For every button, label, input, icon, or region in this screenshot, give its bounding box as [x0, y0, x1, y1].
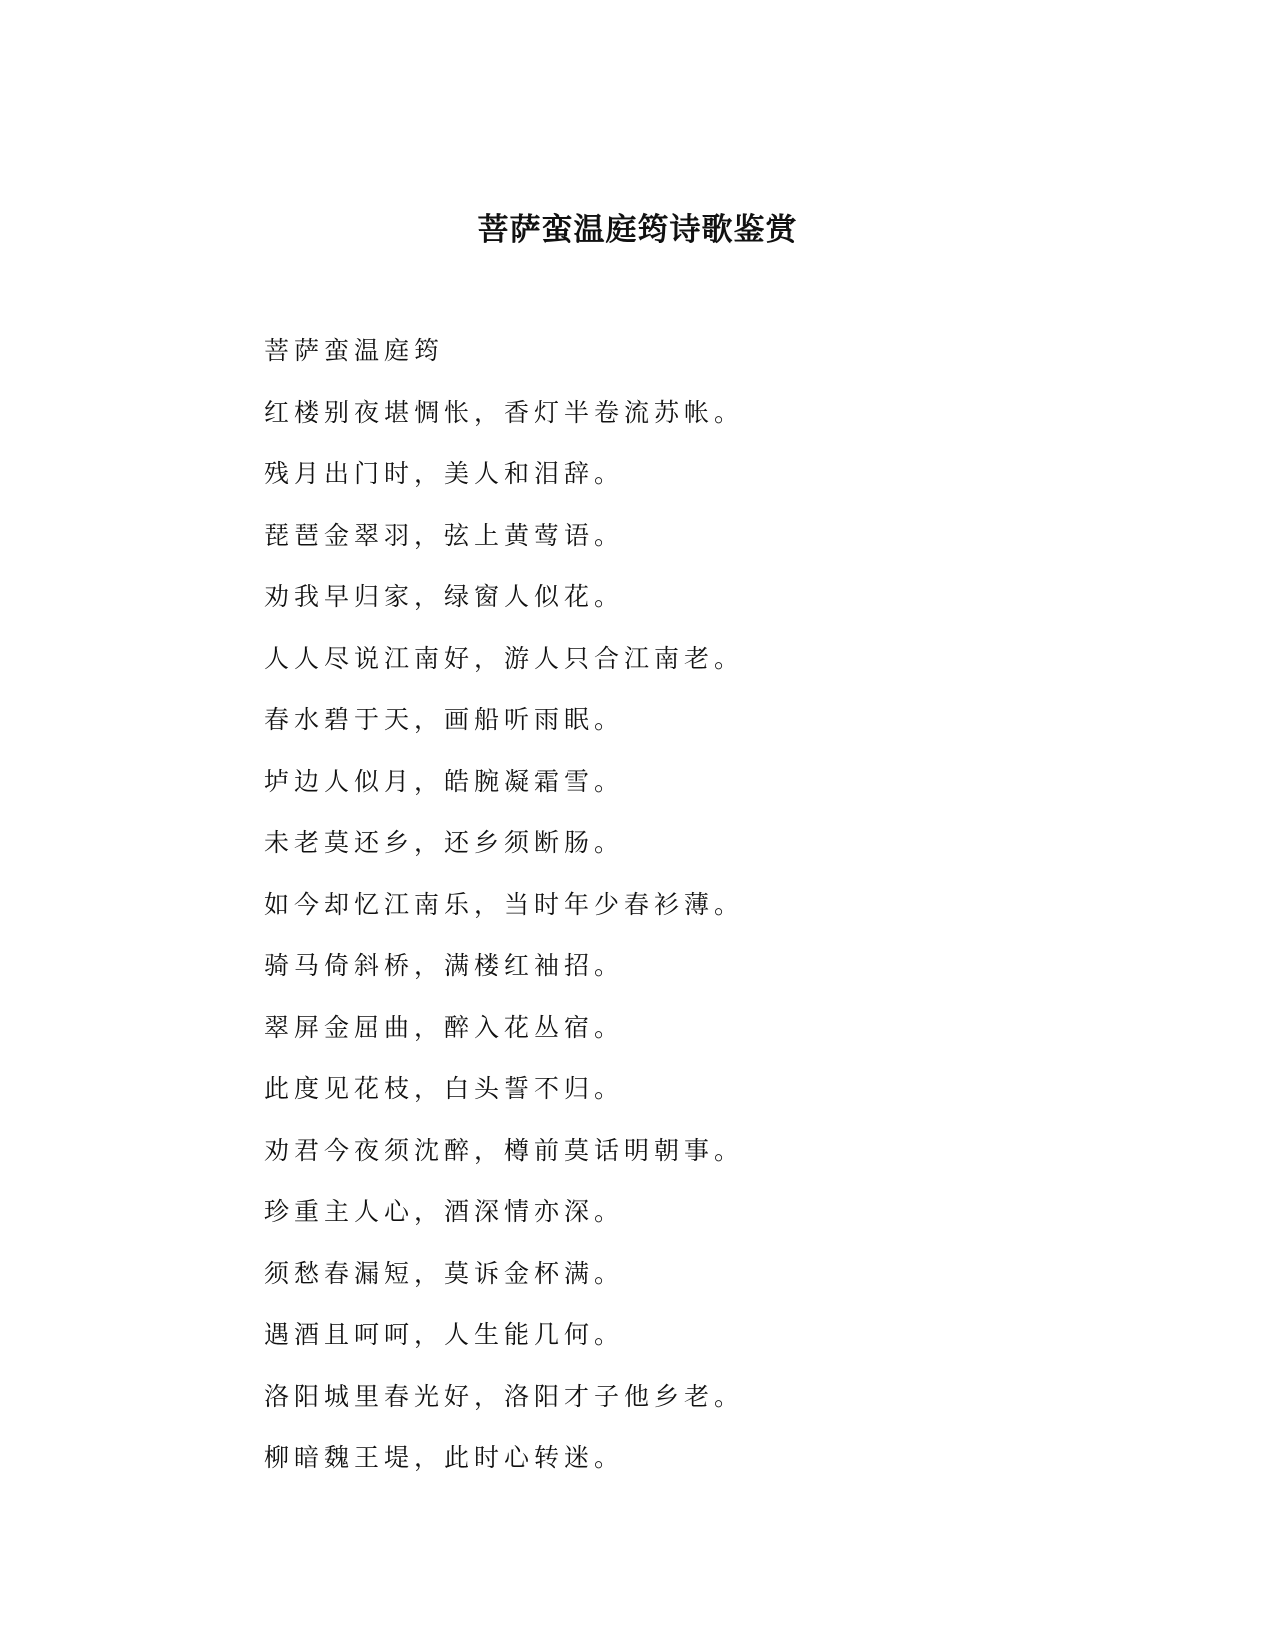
- poem-line: 垆边人似月，皓腕凝霜雪。: [264, 766, 625, 796]
- poem-line: 如今却忆江南乐，当时年少春衫薄。: [264, 889, 745, 919]
- poem-line: 春水碧于天，画船听雨眠。: [264, 705, 625, 734]
- poem-line: 此度见花枝，白头誓不归。: [264, 1074, 625, 1103]
- poem-line: 遇酒且呵呵，人生能几何。: [264, 1320, 625, 1349]
- poem-line: 翠屏金屈曲，醉入花丛宿。: [264, 1012, 625, 1042]
- author-line: 菩萨蛮温庭筠: [264, 336, 445, 365]
- poem-line: 未老莫还乡，还乡须断肠。: [264, 828, 625, 857]
- poem-line: 残月出门时，美人和泪辞。: [264, 459, 625, 488]
- poem-line: 劝君今夜须沈醉，樽前莫话明朝事。: [264, 1135, 745, 1165]
- poem-line: 柳暗魏王堤，此时心转迷。: [264, 1443, 625, 1472]
- poem-line: 洛阳城里春光好，洛阳才子他乡老。: [264, 1381, 745, 1411]
- poem-line: 琵琶金翠羽，弦上黄莺语。: [264, 520, 625, 550]
- poem-line: 劝我早归家，绿窗人似花。: [264, 582, 625, 611]
- poem-body: [264, 334, 744, 1503]
- poem-line: 骑马倚斜桥，满楼红袖招。: [264, 951, 625, 980]
- poem-line: 珍重主人心，酒深情亦深。: [264, 1197, 625, 1226]
- document-title: 菩萨蛮温庭筠诗歌鉴赏: [477, 212, 798, 248]
- poem-line: 须愁春漏短，莫诉金杯满。: [264, 1258, 625, 1288]
- poem-line: 红楼别夜堪惆怅，香灯半卷流苏帐。: [264, 397, 745, 427]
- poem-line: 人人尽说江南好，游人只合江南老。: [264, 643, 745, 673]
